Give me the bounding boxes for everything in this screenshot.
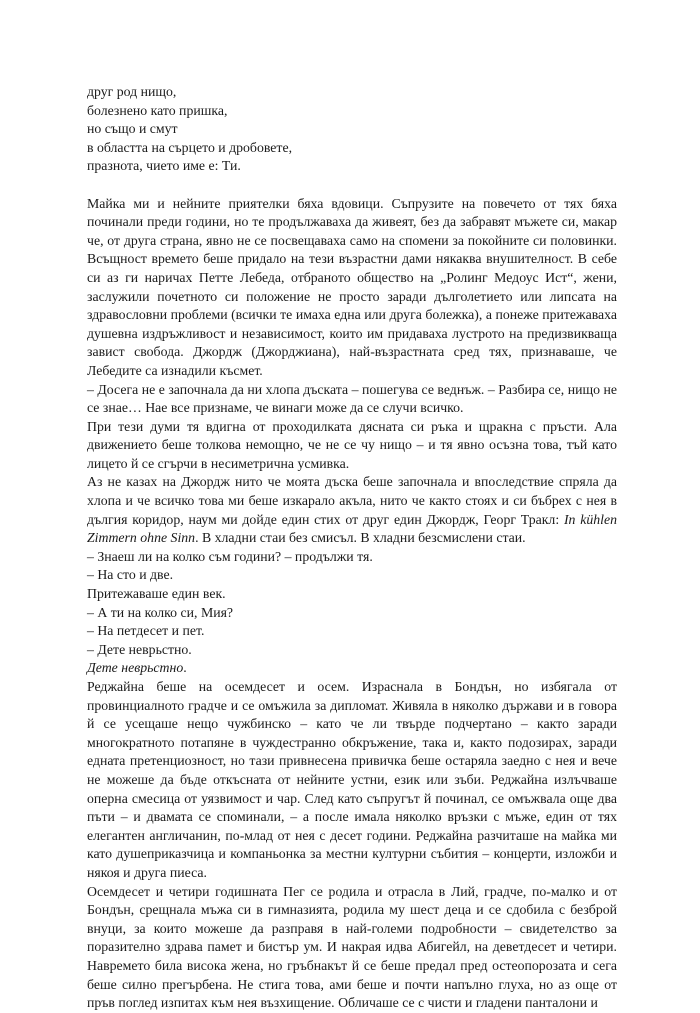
dialogue-line: – А ти на колко си, Мия?	[87, 604, 234, 620]
paragraph: Реджайна беше на осемдесет и осем. Израснала в Бондън, но избягала от провинциалното градче и се омъжила за дипломат. Живяла в няколко държави и в говора й се усещаше нещо чужбинско – като че ли твърде подчертано – както заради многократното потапяне в чуждестранно обкръжение, така и, както подозирах, заради едната претенциозност, но тази привнесена привичка беше остаряла заедно с нея и вече не можеше да бъде откъсната от нейните устни, език или зъби. Реджайна излъчваше оперна смесица от уязвимост и чар. След като съпругът й починал, се омъжвала още два пъти – и двамата се споминали, – а после имала няколко връзки с мъже, един от тях елегантен англичанин, по-млад от нея с десет години. Реджайна разчиташе на майка ми като душеприказчица и компаньонка за местни културни събития – концерти, изложби и някоя и друга пиеса.	[87, 679, 617, 880]
italic-line	[87, 659, 617, 678]
paragraph: Майка ми и нейните приятелки бяха вдовици. Съпрузите на повечето от тях бяха починали преди години, но те продължаваха да живеят, без да забравят мъжете си, макар че, от друга страна, явно не се посвещаваха само на спомени за покойните си половинки. Всъщност времето беше придало на тези възрастни дами някаква внушителност. В себе си аз ги наричах Петте Лебеда, отбраното общество на „Ролинг Медоус Ист“, жени, заслужили почетното си положение не просто заради дълголетието или липсата на здравословни проблеми (всички те имаха една или друга болежка), а понеже притежаваха душевна издръжливост и независимост, които им придаваха лустрото на предизвикваща завист свобода. Джордж (Джорджиана), най-възрастната сред тях, признаваше, че Лебедите са изнадили късмет.	[87, 195, 617, 378]
dialogue-line: – На сто и две.	[87, 567, 174, 583]
dialogue-line: – Знаеш ли на колко съм години? – продължи тя.	[87, 548, 373, 564]
document-page	[87, 83, 617, 1013]
poem-line: празнота, чието име е: Ти.	[87, 158, 241, 174]
italic-phrase: Дете неврьстно	[87, 660, 184, 676]
punctuation: .	[183, 660, 187, 676]
paragraph-text: Аз не казах на Джордж нито че моята дъска беше започнала и впоследствие спряла да хлопа и че всичко това ми беше изкарало акъла, нито че както стоях и си бъбрех с нея в дългия коридор, наум ми дойде един стих от друг един Джордж, Георг Тракл:	[87, 474, 617, 527]
poem-line: друг род нищо,	[87, 84, 177, 99]
dialogue-line: – На петдесет и пет.	[87, 623, 205, 639]
dialogue-line: – Досега не е започнала да ни хлопа дъската – пошегува се веднъж. – Разбира се, нищо не се знае… Нае все признаме, че винаги може да се случи всичко.	[87, 381, 617, 416]
paragraph-text: . В хладни стаи без смисъл. В хладни безсмислени стаи.	[195, 530, 526, 546]
dialogue-line: – Дете неврьстно.	[87, 641, 192, 657]
poem-line: болезнено като пришка,	[87, 102, 228, 118]
paragraph: При тези думи тя вдигна от проходилката дясната си ръка и щракна с пръсти. Ала движението беше толкова немощно, че не се чу нищо – и тя явно осъзна това, тъй като лицето й се сгърчи в несиметрична усмивка.	[87, 418, 617, 471]
prose-body	[87, 195, 617, 1013]
poem-line: в областта на сърцето и дробовете,	[87, 139, 293, 155]
poem-line: но също и смут	[87, 121, 178, 137]
paragraph: Притежаваше един век.	[87, 586, 226, 602]
paragraph: Осемдесет и четири годишната Пег се родила и отрасла в Лий, градче, по-малко и от Бондън, срещнала мъжа си в гимназията, родила му шест деца и се сдобила с безброй внуци, за които можеше да разправя в най-големи подробности – свидетелство за поразително здрава памет и бистър ум. И накрая идва Абигейл, на деветдесет и четири. Навремето била висока жена, но гръбнакът й се беше предал пред остеопорозата и сега беше силно прегърбена. Не стига това, ами беше и почти напълно глуха, но аз още от пръв поглед изпитах към нея възхищение. Обличаше се с чисти и гладени панталони и	[87, 883, 617, 1011]
paragraph	[87, 473, 617, 547]
german-quote: In kühlen Zimmern ohne Sinn	[87, 511, 617, 546]
poem-excerpt	[87, 83, 617, 176]
